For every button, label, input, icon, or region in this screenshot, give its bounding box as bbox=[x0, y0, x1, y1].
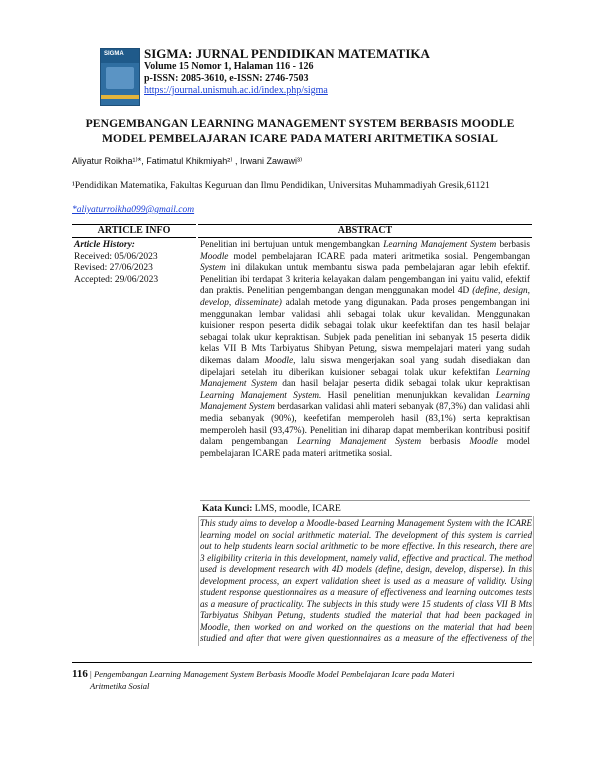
paper-title-line-1: PENGEMBANGAN LEARNING MANAGEMENT SYSTEM BERBASIS MOODLE bbox=[85, 117, 515, 130]
abstract-english: This study aims to develop a Moodle-based Learning Management System with the ICARE learning model on social arithmetic material. The development of this system is carried out to help students learn social arithmetic to be more effective. In this research, there are 3 eligibility criteria in this development, namely valid, effective and practical. The method used is development research with 4D models (define, design, develop, disperse). In this development process, an expert validation sheet is used as a measure of validity. Using student response questionnaires as a measure of effectiveness and learning outcomes tests as a measure of practicality. The subjects in this study were 15 students of class VII B Mts Tarbiyatus Shibyan Petung, students studied the material that had been packaged in Moodle, then worked on and worked on the questions on the material that had been studied and after that were given questionnaires as a measure of the effectiveness of the bbox=[200, 518, 532, 643]
abstract-text: adalah metode yang digunakan. Pada proses pengembangan ini menggunakan lembar validasi ahli sebagai tolak ukur kevalidan. Menggunakan kuisioner respon peserta didik sebagai tolak ukur keefektifan dan tes hasil belajar sebagai tolak ukur kepraktisan. Subjek pada penelitian ini sebanyak 15 peserta didik kelas VII B Mts Tarbiyatus Shibyan Petung, siswa mempelajari materi yang sudah dikemas dalam bbox=[200, 297, 530, 366]
keywords-value: LMS, moodle, ICARE bbox=[252, 504, 341, 514]
cover-stripe bbox=[101, 95, 139, 99]
footer-separator: | bbox=[87, 669, 94, 679]
footer-running-title-cont: Aritmetika Sosial bbox=[90, 681, 150, 691]
abstract-term: Learning Manajement System bbox=[200, 390, 530, 413]
keywords bbox=[202, 504, 532, 514]
journal-volume: Volume 15 Nomor 1, Halaman 116 - 126 bbox=[144, 61, 314, 72]
cover-illustration bbox=[106, 67, 134, 89]
cover-label: SIGMA bbox=[104, 51, 124, 57]
accepted-date: Accepted: 29/06/2023 bbox=[74, 274, 159, 285]
affiliation: ¹Pendidikan Matematika, Fakultas Keguruan dan Ilmu Pendidikan, Universitas Muhammadiyah Gresik,61121 bbox=[72, 181, 490, 191]
page-footer bbox=[72, 668, 532, 692]
footer-line-1 bbox=[72, 668, 532, 680]
received-date: Received: 05/06/2023 bbox=[74, 251, 158, 262]
abstract-text: berdasarkan validasi ahli materi sebanyak (87,3%) dan validasi ahli media sebanyak (90%), keefetifan memperoleh hasil (83,1%) serta kepraktisan memperoleh hasil (93,47%). Penelitian ini diharap dapat memberikan kontribusi positif dalam pengembangan bbox=[200, 402, 530, 448]
journal-info bbox=[144, 46, 524, 97]
article-history bbox=[74, 240, 194, 286]
revised-date: Revised: 27/06/2023 bbox=[74, 263, 153, 273]
journal-issn: p-ISSN: 2085-3610, e-ISSN: 2746-7503 bbox=[144, 73, 309, 84]
abstract-term: Learning Manajement System bbox=[200, 367, 530, 390]
abstract-term: Moodle bbox=[264, 355, 294, 366]
keywords-divider bbox=[200, 500, 530, 501]
abstract-term: System bbox=[200, 263, 226, 274]
keywords-label: Kata Kunci: bbox=[202, 504, 253, 514]
abstract-text: model pembelajaran ICARE pada materi aritmetika sosial. Pengembangan bbox=[228, 251, 530, 262]
journal-url-link[interactable]: https://journal.unismuh.ac.id/index.php/sigma bbox=[144, 85, 328, 96]
abstract-text: ini dilakukan untuk membantu siswa pada pembelajaran agar lebih efektif. Penelitian ibi terdapat 3 kriteria kelayakan dalam pengembangan ini yaitu valid, efektif dan praktis. Penelitian pengembangan dengan menggunakan model 4D bbox=[200, 263, 530, 297]
abstract-text: berbasis bbox=[421, 437, 470, 448]
abstract-term: Learning Manajement System bbox=[383, 240, 497, 250]
abstract-term: (define, design, develop, disseminate) bbox=[200, 286, 530, 308]
page-number: 116 bbox=[72, 668, 88, 680]
journal-cover-image bbox=[100, 48, 140, 106]
article-info-header: ARTICLE INFO bbox=[72, 224, 196, 238]
paper-title bbox=[60, 116, 540, 146]
abstract-text: , lalu siswa mengerjakan soal yang sudah disediakan dan dipelajari setelah itu diberikan kuisioner sebagai tolak ukur kefektifan bbox=[200, 355, 530, 378]
journal-header bbox=[100, 46, 520, 108]
abstract-text: berbasis bbox=[496, 240, 530, 250]
corresponding-email-link[interactable]: *aliyaturroikha099@gmail.com bbox=[72, 205, 195, 215]
authors: Aliyatur Roikha¹⁾*, Fatimatul Khikmiyah²⁾ , Irwani Zawawi³⁾ bbox=[72, 156, 303, 166]
journal-name: SIGMA: JURNAL PENDIDIKAN MATEMATIKA bbox=[144, 46, 430, 61]
abstract-term: Moodle bbox=[469, 437, 498, 448]
abstract-text: Hasil penelitian menunjukkan kevalidan bbox=[321, 390, 496, 401]
footer-divider bbox=[72, 662, 532, 663]
article-history-title: Article History: bbox=[74, 240, 135, 250]
abstract-text: model pembelajaran ICARE pada materi aritmetika sosial. bbox=[200, 437, 531, 459]
paper-title-line-2: MODEL PEMBELAJARAN ICARE PADA MATERI ARITMETIKA SOSIAL bbox=[102, 132, 498, 145]
abstract-header: ABSTRACT bbox=[198, 224, 532, 238]
abstract-term: Learning Manajement System. bbox=[200, 390, 322, 401]
abstract-text: Penelitian ini bertujuan untuk mengembangkan bbox=[200, 240, 384, 250]
abstract-term: Learning Manajement System bbox=[296, 437, 422, 448]
footer-running-title: Pengembangan Learning Management System Berbasis Moodle Model Pembelajaran Icare pada Materi bbox=[93, 669, 455, 679]
abstract-text: dan hasil belajar peserta didik sebagai tolak ukur kepraktisan bbox=[277, 379, 530, 390]
abstract-indonesian bbox=[200, 240, 530, 460]
abstract-term: Moodle bbox=[200, 251, 229, 262]
